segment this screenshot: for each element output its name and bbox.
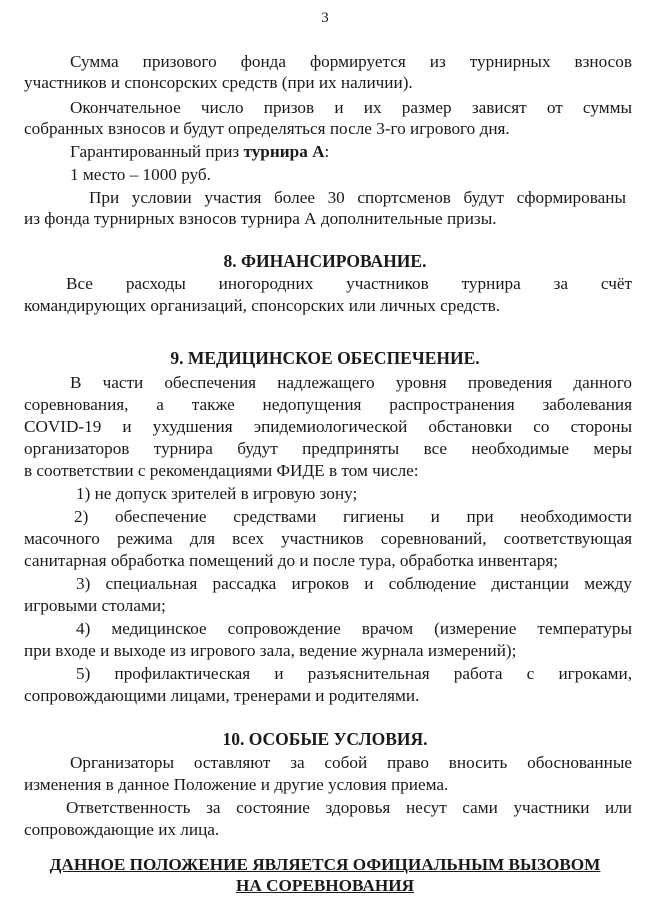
section-9-intro-line4: организаторов турнира будут предприняты все необходимые меры [24,439,632,458]
page-number: 3 [321,10,329,26]
prize-p2-line1: Окончательное число призов и их размер зависят от суммы [70,98,632,117]
guaranteed-suffix: : [324,142,330,161]
measure-item-3-line1: 3) специальная рассадка игроков и соблюдение дистанции между [76,574,632,593]
measure-item-4-line2: при входе и выходе из игрового зала, ведение журнала измерений); [24,641,517,660]
measure-item-4-line1: 4) медицинское сопровождение врачом (измерение температуры [76,619,632,638]
section-10-p1-line1: Организаторы оставляют за собой право вносить обоснованные [70,753,632,772]
measure-item-5-line2: сопровождающими лицами, тренерами и родителями. [24,686,420,705]
guaranteed-tournament: турнира А [243,142,325,161]
section-10-p1-line2: изменения в данное Положение и другие условия приема. [24,775,449,794]
section-9-intro-line3: COVID-19 и ухудшения эпидемиологической обстановки со стороны [24,417,632,436]
prize-p1-line2: участников и спонсорских средств (при их наличии). [24,73,413,92]
measure-item-1: 1) не допуск зрителей в игровую зону; [76,484,358,503]
prize-p2-line2: собранных взносов и будут определяться после 3-го игрового дня. [24,119,510,138]
measure-item-5-line1: 5) профилактическая и разъяснительная работа с игроками, [76,664,632,683]
section-9-intro-line2: соревнования, а также недопущения распространения заболевания [24,395,632,414]
guaranteed-prefix: Гарантированный приз [70,142,244,161]
measure-item-2-line1: 2) обеспечение средствами гигиены и при необходимости [74,507,632,526]
section-8-line1: Все расходы иногородних участников турнира за счёт [66,274,632,293]
measure-item-2-line2: масочного режима для всех участников соревнований, соответствующая [24,529,632,548]
section-9-heading: 9. МЕДИЦИНСКОЕ ОБЕСПЕЧЕНИЕ. [170,348,480,368]
prize-p3-line1: При условии участия более 30 спортсменов будут сформированы [89,188,626,207]
official-call-line1: ДАННОЕ ПОЛОЖЕНИЕ ЯВЛЯЕТСЯ ОФИЦИАЛЬНЫМ ВЫЗОВОМ [49,855,601,874]
section-10-p2-line1: Ответственность за состояние здоровья несут сами участники или [66,798,632,817]
official-call-line2: НА СОРЕВНОВАНИЯ [236,876,414,895]
section-9-intro-line5: в соответствии с рекомендациями ФИДЕ в том числе: [24,461,419,480]
measure-item-3-line2: игровыми столами; [24,596,166,615]
section-10-heading: 10. ОСОБЫЕ УСЛОВИЯ. [222,729,428,749]
prize-p3-line2: из фонда турнирных взносов турнира А дополнительные призы. [24,209,497,228]
section-10-p2-line2: сопровождающие их лица. [24,820,220,839]
section-9-intro-line1: В части обеспечения надлежащего уровня проведения данного [70,373,632,392]
first-place-prize: 1 место – 1000 руб. [70,165,211,184]
guaranteed-prize-line [70,142,329,162]
prize-p1-line1: Сумма призового фонда формируется из турнирных взносов [70,52,632,71]
section-8-heading: 8. ФИНАНСИРОВАНИЕ. [223,251,427,271]
measure-item-2-line3: санитарная обработка помещений до и после тура, обработка инвентаря; [24,551,558,570]
section-8-line2: командирующих организаций, спонсорских или личных средств. [24,296,501,315]
